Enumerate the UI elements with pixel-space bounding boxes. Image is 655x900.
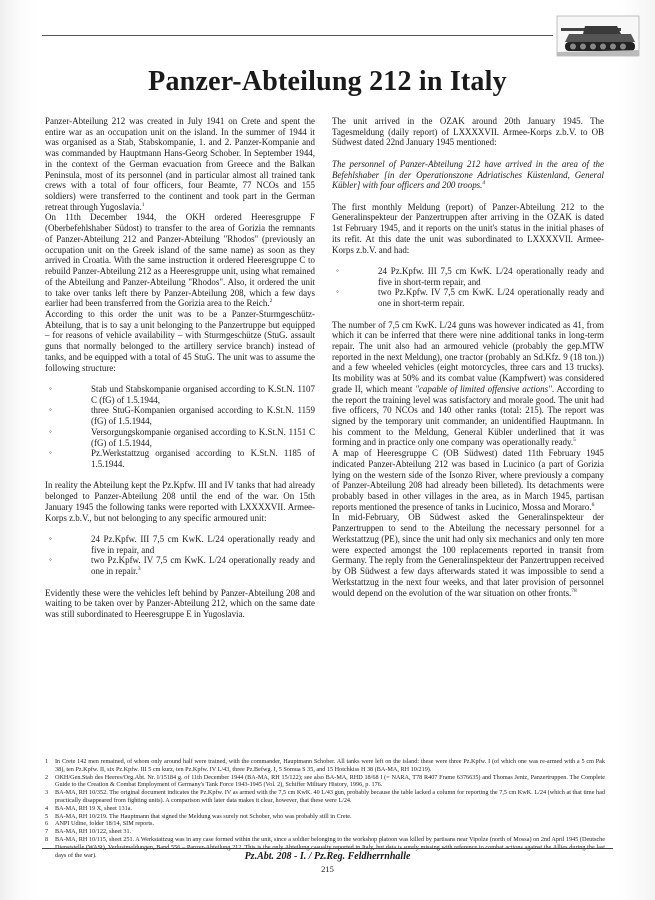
list-item: ◦ two Pz.Kpfw. IV 7,5 cm KwK. L/24 operationally ready and one in short-term repair.: [336, 287, 604, 309]
footnote-ref: 6: [591, 501, 595, 508]
page-number: 215: [321, 864, 334, 874]
running-title: Pz.Abt. 208 - I. / Pz.Reg. Feldherrnhalle: [244, 851, 411, 862]
structure-list: [45, 384, 315, 470]
paragraph: The first monthly Meldung (report) of Panzer-Abteilung 212 to the Generalinspekteur der Panzertruppen after arriving in the OZAK is dated 1st February 1945, and it reports on the unit's status in the initial phases of its refit. At this date the unit was subordinated to LXXXXVII. Armee-Korps z.b.V. and had:: [332, 201, 604, 255]
left-column: [45, 116, 315, 620]
right-column: [332, 116, 604, 598]
list-item: ◦ three StuG-Kompanien organised according to K.St.N. 1159 (fG) of 1.5.1944,: [49, 405, 315, 427]
tanks-list: [45, 534, 315, 577]
footnote-ref: 4: [482, 180, 486, 187]
list-item: ◦ Versorgungskompanie organised according to K.St.N. 1151 C (fG) of 1.5.1944,: [49, 426, 315, 448]
paragraph: In reality the Abteilung kept the Pz.Kpfw. III and IV tanks that had already belonged to Panzer-Abteilung 208 until the end of the war. On 15th January 1945 the following tanks were reported with LXXXXVII. Armee-Korps z.b.V., but not belonging to any specific armoured unit:: [45, 480, 315, 523]
header-rule: [42, 35, 553, 36]
paragraph: A map of Heeresgruppe C (OB Südwest) dated 11th February 1945 indicated Panzer-Abteilung 212 was based in Lucinico (a part of Gorizia lying on the western side of the Isonzo River, where previously a company of Panzer-Abteilung 208 had already been billeted). Its detachments were probably based in other villages in the area, as in March 1945, partisan reports mentioned the presence of tanks in Lucinico, Mossa and Moraro.$^6$: [332, 448, 604, 512]
footnote-ref: 2: [269, 298, 273, 305]
paragraph: The number of 7,5 cm KwK. L/24 guns was however indicated as 41, from which it can be inferred that there were nine additional tanks in long-term repair. The unit also had an armoured vehicle (probably the gep.MTW reported in the next Meldung), one tractor (probably an Sd.Kfz. 9 (18 ton.)) and a few wheeled vehicles (eight motorcycles, three cars and 13 trucks). Its mobility was at 50% and its combat value (Kampfwert) was considered grade II, which meant "capable of limited offensive actions". According to the report the training level was satisfactory and morale good. The unit had five officers, 70 NCOs and 140 other ranks (total: 215). The report was signed by the temporary unit commander, an unidentified Hauptmann. In his comment to the Meldung, General Kübler underlined that it was forming and in practice only one company was operationally ready.$^5$: [332, 319, 604, 448]
footer-rule: [42, 848, 613, 849]
list-item: ◦ Stab und Stabskompanie organised according to K.St.N. 1107 C (fG) of 1.5.1944,: [49, 383, 315, 405]
footnote: 3 BA-MA, RH 10/352. The original document indicates the Pz.Kpfw. IV as armed with the 7,5 cm KwK. 40 L/43 gun, probably because the table lacked a column for reporting the 7,5 cm KwK. L/24 (which at that time had practically disappeared from fighting units). A comparison with later data makes it clear, however, that these were L/24.: [45, 789, 605, 804]
footnote-ref: 1: [141, 201, 145, 208]
footnote: 5 BA-MA, RH 10/219. The Hauptmann that signed the Meldung was surely not Schober, who was probably still in Crete.: [45, 812, 352, 820]
page-title: Panzer-Abteilung 212 in Italy: [148, 66, 507, 97]
paragraph: On 11th December 1944, the OKH ordered Heeresgruppe F (Oberbefehlshaber Südost) to transfer to the area of Gorizia the remnants of Panzer-Abteilung 212 and Panzer-Abteilung "Rhodos" (previously an occupation unit on the Greek island of the same name) as soon as they arrived in Croatia. With the same instruction it ordered Heeresgruppe C to rebuild Panzer-Abteilung 212 as a Heeresgruppe unit, using what remained of the Abteilung and Panzer-Abteilung "Rhodos". Also, it ordered the unit to take over tanks left there by Panzer-Abteilung 208, which a few days earlier had been transferred from the Gorizia area to the Reich.$^2$: [45, 212, 315, 309]
footnote: 7 BA-MA, RH 10/122, sheet 31.: [45, 828, 132, 836]
list-item: ◦ two Pz.Kpfw. IV 7,5 cm KwK. L/24 operationally ready and one in repair.$^3$: [49, 555, 315, 577]
list-item: ◦ 24 Pz.Kpfw. III 7,5 cm KwK. L/24 operationally ready and five in repair, and: [49, 533, 315, 555]
footnote-ref: 7: [571, 587, 575, 594]
paragraph: According to this order the unit was to be a Panzer-Sturmgeschütz-Abteilung, that is to say a unit belonging to the Panzertruppe but equipped – for reasons of vehicle availability – with Sturmgeschütze (StuG. assault guns that normally belonged to the artillery service branch) instead of tanks, and be equipped with a total of 45 StuG. The unit was to assume the following structure:: [45, 308, 315, 373]
paragraph: Panzer-Abteilung 212 was created in July 1941 on Crete and spent the entire war as an occupation unit on the island. In the summer of 1944 it was organised as a Stab, Stabskompanie, 1. and 2. Panzer-Kompanie and was commanded by Hauptmann Hans-Georg Schober. In September 1944, in the context of the German evacuation from Greece and the Balkan Peninsula, most of its personnel (and in particular almost all trained tank crews with a total of four officers, four Beamte, 77 NCOs and 155 soldiers) were transferred to the continent and took part in the German retreat through Yugoslavia.$^1$: [45, 116, 315, 212]
list-item: ◦ Pz.Werkstattzug organised according to K.St.N. 1185 of 1.5.1944.: [49, 448, 315, 469]
footnote-ref: 8: [574, 587, 577, 594]
list-item: ◦ 24 Pz.Kpfw. III 7,5 cm KwK. L/24 operationally ready and five in short-term repair, and: [336, 265, 604, 287]
footnote: 1 In Crete 142 men remained, of whom only around half were trained, with the commander, Hauptmann Schober. All tanks were left on the island: these were three Pz.Kpfw. I (of which one was re-armed with a 5 cm Pak 38), ten Pz.Kpfw. II, six Pz.Kpfw. III 5 cm kurz, ten Pz.Kpfw. IV L/43, three Pz.Befwg. I, 5 Somua S 35, and 15 Hotchkiss H 38 (BA-MA, RH 10/219).: [45, 758, 605, 773]
footnote: 6 ANPI Udine, folder 18/14, SIM reports.: [45, 820, 154, 828]
quote: The personnel of Panzer-Abteilung 212 have arrived in the area of the Befehlshaber [in der Operationszone Adriatisches Küstenland, General Kübler] with four officers and 200 troops.$^4$: [332, 158, 604, 191]
footnote: 4 BA-MA, RH 19 X, sheet 131a.: [45, 804, 132, 812]
footnote: 2 OKH/Gen.Stab des Heeres/Org.Abt. Nr. I/15184 g. of 11th December 1944 (BA-MA, RH 15/122); see also BA-MA, RHD 18/68 I (= NARA, T78 R407 Frame 6376635) and Thomas Jentz, Panzertruppen. The Complete Guide to the Creation & Combat Employment of Germany's Tank Force 1943-1945 (Vol. 2), Schiffer Military History, 1996, p. 176.: [45, 773, 605, 789]
footnotes: [45, 758, 605, 859]
paragraph: Evidently these were the vehicles left behind by Panzer-Abteilung 208 and waiting to be taken over by Panzer-Abteilung 212, which on the same date was still subordinated to Heeresgruppe E in Yugoslavia.: [45, 587, 315, 619]
tanks-list: [332, 266, 604, 309]
footnote: 8 BA-MA, RH 10/115, sheet 251. A Werkstattzug was in any case formed within the unit, since a soldier belonging to the workshop platoon was killed by partisans near Vipolze (north of Mossa) on 2nd April 1945 (Deutsche days of the war).: [45, 835, 605, 859]
footnote-ref: 3: [137, 566, 141, 573]
paragraph: In mid-February, OB Südwest asked the Generalinspekteur der Panzertruppen to send to the Abteilung the necessary personnel for a Werkstattzug (PE), since the unit had only six mechanics and only ten more were expected amongst the 100 replacements reported in transit from Germany. The reply from the Generalinspekteur der Panzertruppen received by OB Südwest a few days afterwards stated it was impossible to send a Werkstattzug in the next four weeks, and that later provision of personnel would depend on the evolution of the war situation on other fronts.$^{78}$: [332, 512, 604, 598]
paragraph: The unit arrived in the OZAK around 20th January 1945. The Tagesmeldung (daily report) of LXXXXVII. Armee-Korps z.b.V. to OB Südwest dated 22nd January 1945 mentioned:: [332, 116, 604, 148]
footnote-ref: 5: [573, 437, 576, 444]
tank-icon: [555, 14, 641, 58]
